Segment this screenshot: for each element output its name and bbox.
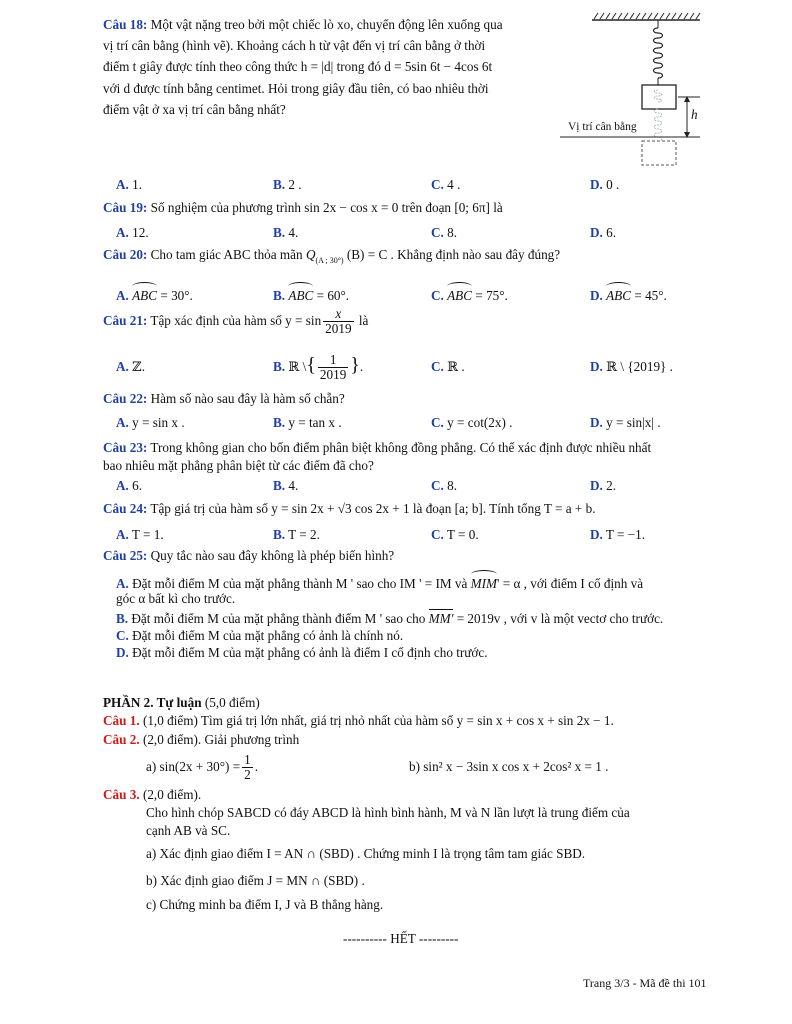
q20-stem: Câu 20: Cho tam giác ABC thỏa mãn $Q_{(A ; 30^\circ)}$ (B) = C . Khẳng định nào sau đây đúng? [103,247,561,265]
q19-option-a[interactable]: A. 12. [116,225,149,240]
q23-option-b[interactable]: B. 4. [273,478,299,493]
q20-option-a[interactable]: A. ABC = 30°. [116,284,193,304]
q24-option-b[interactable]: B. T = 2. [273,527,320,542]
q21-stem: Câu 21: Tập xác định của hàm số y = sin $\frac{x}{2019}$ là [103,306,369,337]
q22-stem: Câu 22: Hàm số nào sau đây là hàm số chẵn? [103,391,345,406]
q25-stem: Câu 25: Quy tắc nào sau đây không là phép biến hình? [103,548,395,563]
q18-option-a[interactable]: A. 1. [116,177,143,192]
q18-line2: vị trí cân bằng (hình vẽ). Khoảng cách h từ vật đến vị trí cân bằng ở thời [103,38,486,53]
q18-line5: điểm vật ở xa vị trí cân bằng nhất? [103,102,286,117]
q20-option-b[interactable]: B. ABC = 60°. [273,284,349,304]
essay-q3-line2: cạnh AB và SC. [146,823,231,838]
q24-option-c[interactable]: C. T = 0. [431,527,479,542]
q23-option-d[interactable]: D. 2. [590,478,617,493]
q21-option-c[interactable]: C. ℝ . [431,359,465,374]
q20-option-d[interactable]: D. ABC = 45°. [590,284,667,304]
q19-option-b[interactable]: B. 4. [273,225,299,240]
q23-line1: Câu 23: Trong không gian cho bốn điểm phân biệt không đồng phẳng. Có thể xác định được nhiều nhất [103,440,652,455]
essay-q3b: b) Xác định giao điểm J = MN ∩ (SBD) . [146,873,365,888]
fig-equilibrium-label: Vị trí cân bằng [568,121,637,133]
q22-option-b[interactable]: B. y = tan x . [273,415,342,430]
q23-line2: bao nhiêu mặt phẳng phân biệt từ các điểm đã cho? [103,458,374,473]
end-mark: ---------- HẾT --------- [343,931,459,946]
essay-q1: Câu 1. (1,0 điểm) Tìm giá trị lớn nhất, giá trị nhỏ nhất của hàm số y = sin x + cos x + sin 2x − 1. [103,713,614,728]
q18-line4: với d được tính bằng centimet. Hỏi trong giây đầu tiên, có bao nhiêu thời [103,81,489,96]
q25-option-a-line1[interactable]: A. Đặt mỗi điểm M của mặt phẳng thành M ' sao cho IM ' = IM và MIM' = α , với điểm I cố định và [116,572,643,592]
q19-option-d[interactable]: D. 6. [590,225,617,240]
q22-option-a[interactable]: A. y = sin x . [116,415,185,430]
essay-q3a: a) Xác định giao điểm I = AN ∩ (SBD) . Chứng minh I là trọng tâm tam giác SBD. [146,846,586,861]
q18-label: Câu 18: [103,17,148,32]
spring-figure [560,10,710,180]
q19-option-c[interactable]: C. 8. [431,225,458,240]
q23-option-a[interactable]: A. 6. [116,478,143,493]
q18-option-d[interactable]: D. 0 . [590,177,620,192]
part2-heading: PHẦN 2. Tự luận (5,0 điểm) [103,695,260,710]
page-footer: Trang 3/3 - Mã đề thi 101 [583,976,707,990]
q25-option-d[interactable]: D. Đặt mỗi điểm M của mặt phẳng có ảnh là điểm I cố định cho trước. [116,645,488,660]
essay-q3-line1: Cho hình chóp SABCD có đáy ABCD là hình bình hành, M và N lần lượt là trung điểm của [146,805,630,820]
q18-option-c[interactable]: C. 4 . [431,177,461,192]
q24-stem: Câu 24: Tập giá trị của hàm số y = sin 2x + √3 cos 2x + 1 là đoạn [a; b]. Tính tổng T = a + b. [103,501,596,516]
essay-q3c: c) Chứng minh ba điểm I, J và B thẳng hàng. [146,897,384,912]
essay-q2b: b) sin² x − 3sin x cos x + 2cos² x = 1 . [409,759,609,774]
q25-option-c[interactable]: C. Đặt mỗi điểm M của mặt phẳng có ảnh là chính nó. [116,628,404,643]
q24-option-d[interactable]: D. T = −1. [590,527,646,542]
q18-line3: điểm t giây được tính theo công thức h = |d| trong đó d = 5sin 6t − 4cos 6t [103,59,493,74]
essay-q2: Câu 2. (2,0 điểm). Giải phương trình [103,732,300,747]
spring-diagram [560,10,710,180]
q22-option-d[interactable]: D. y = sin|x| . [590,415,661,430]
q21-option-b[interactable]: B. ℝ \{ $\frac{1}{2019}$ }. [273,352,364,383]
q21-option-a[interactable]: A. ℤ. [116,359,146,374]
essay-q3: Câu 3. (2,0 điểm). [103,787,202,802]
q19-stem: Câu 19: Số nghiệm của phương trình sin 2x − cos x = 0 trên đoạn [0; 6π] là [103,200,503,215]
q22-option-c[interactable]: C. y = cot(2x) . [431,415,513,430]
q20-option-c[interactable]: C. ABC = 75°. [431,284,508,304]
q25-option-a-line2: góc α bất kì cho trước. [116,591,236,606]
q18-option-b[interactable]: B. 2 . [273,177,302,192]
essay-q2a: a) sin(2x + 30°) = $\frac{1}{2}$ . [146,752,259,783]
q21-option-d[interactable]: D. ℝ \ {2019} . [590,359,673,374]
q18-line1: Câu 18: Một vật nặng treo bởi một chiếc lò xo, chuyển động lên xuống qua [103,17,503,32]
fig-h-label: h [691,107,698,122]
q24-option-a[interactable]: A. T = 1. [116,527,164,542]
q23-option-c[interactable]: C. 8. [431,478,458,493]
q25-option-b[interactable]: B. Đặt mỗi điểm M của mặt phẳng thành điểm M ' sao cho MM' = 2019v , với v là một vectơ cho trước. [116,611,664,626]
